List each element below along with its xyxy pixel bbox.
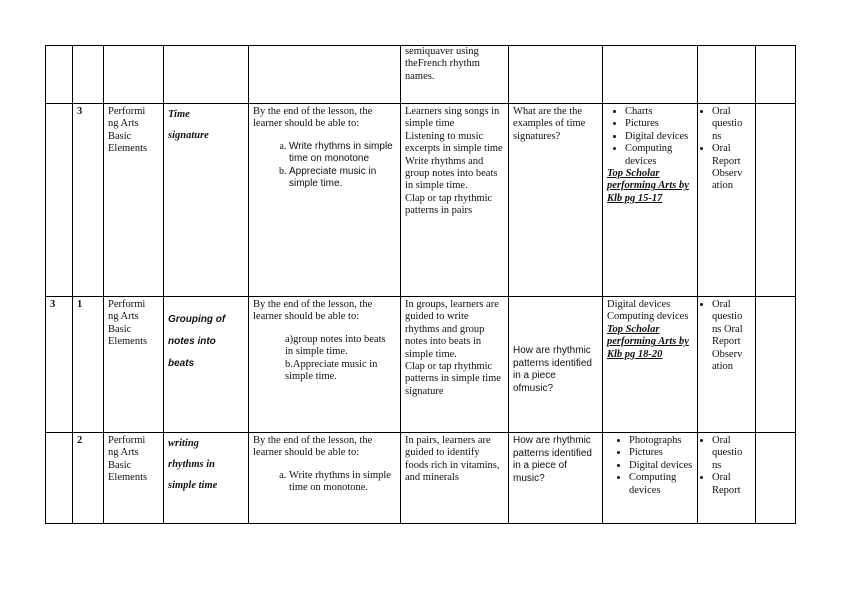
resource-item: • Digital devices: [629, 460, 693, 472]
assessment-item: • Oral Report Observ ation: [712, 143, 751, 193]
lesson-cell: 3: [73, 104, 104, 297]
table-row: [46, 297, 796, 433]
outcome-item: b. Appreciate music in simple time.: [289, 166, 396, 191]
table-row: [46, 46, 796, 104]
sub-strand-cell: writing rhythms in simple time: [164, 433, 249, 524]
resource-item: • Pictures: [629, 447, 693, 459]
outcome-item: a. Write rhythms in simple time on monotone: [289, 141, 396, 166]
resource-item: • Photographs: [629, 435, 693, 447]
table-row: [46, 104, 796, 297]
assessment-cell: [698, 433, 756, 524]
strand-cell: [104, 46, 164, 104]
resources-cell: [603, 46, 698, 104]
table-row: [46, 433, 796, 524]
outcomes-intro: By the end of the lesson, the learner should be able to:: [253, 435, 373, 459]
lesson-cell: 2: [73, 433, 104, 524]
assessment-item: • Oral questio ns: [712, 435, 751, 472]
resource-item: • Computing devices: [629, 472, 693, 497]
assessment-cell: [698, 104, 756, 297]
resource-item: • Charts: [625, 106, 693, 118]
strand-cell: Performi ng Arts Basic Elements: [104, 297, 164, 433]
week-cell: 3: [46, 297, 73, 433]
inquiry-cell: [509, 46, 603, 104]
strand-cell: Performi ng Arts Basic Elements: [104, 433, 164, 524]
activities-cell: In groups, learners are guided to write rhythms and group notes into beats in simple time. Clap or tap rhythmic patterns in simple time signature: [401, 297, 509, 433]
assessment-item: • Oral questio ns Oral Report Observ ation: [712, 299, 751, 373]
sub-strand-cell: [164, 46, 249, 104]
outcomes-cell: [249, 104, 401, 297]
remarks-cell: [756, 297, 796, 433]
resource-item: • Computing devices: [625, 143, 693, 168]
resources-cell: [603, 297, 698, 433]
outcomes-list: a)group notes into beats in simple time. b.Appreciate music in simple time.: [285, 333, 386, 383]
activities-cell: In pairs, learners are guided to identify foods rich in vitamins, and minerals: [401, 433, 509, 524]
remarks-cell: [756, 46, 796, 104]
assessment-cell: [698, 46, 756, 104]
reference-book: Top Scholar performing Arts by Klb pg 18-20: [607, 323, 689, 360]
outcomes-cell: [249, 433, 401, 524]
resources-list: Digital devices Computing devices: [607, 299, 689, 323]
inquiry-cell: What are the the examples of time signatures?: [509, 104, 603, 297]
inquiry-cell: How are rhythmic patterns identified in a piece of music?: [509, 433, 603, 524]
assessment-cell: [698, 297, 756, 433]
resource-item: • Digital devices: [625, 131, 693, 143]
strand-cell: Performi ng Arts Basic Elements: [104, 104, 164, 297]
resources-cell: [603, 433, 698, 524]
sub-strand-cell: Time signature: [164, 104, 249, 297]
activities-cell: semiquaver using theFrench rhythm names.: [401, 46, 509, 104]
assessment-item: • Oral Report: [712, 472, 751, 497]
week-cell: [46, 433, 73, 524]
outcomes-cell: [249, 46, 401, 104]
outcomes-intro: By the end of the lesson, the learner should be able to:: [253, 299, 373, 323]
inquiry-cell: How are rhythmic patterns identified in a piece ofmusic?: [509, 297, 603, 433]
assessment-item: • Oral questio ns: [712, 106, 751, 143]
lesson-cell: 1: [73, 297, 104, 433]
lesson-cell: [73, 46, 104, 104]
resource-item: • Pictures: [625, 118, 693, 130]
resources-cell: [603, 104, 698, 297]
remarks-cell: [756, 104, 796, 297]
week-cell: [46, 104, 73, 297]
outcome-item: a. Write rhythms in simple time on monotone.: [289, 470, 396, 495]
reference-book: Top Scholar performing Arts by Klb pg 15-17: [607, 168, 689, 204]
sub-strand-cell: Grouping of notes into beats: [164, 297, 249, 433]
activities-cell: Learners sing songs in simple time Listening to music excerpts in simple time Write rhythms and group notes into beats in simple time. Clap or tap rhythmic patterns in pairs: [401, 104, 509, 297]
week-cell: [46, 46, 73, 104]
outcomes-cell: [249, 297, 401, 433]
outcomes-intro: By the end of the lesson, the learner should be able to:: [253, 106, 373, 130]
remarks-cell: [756, 433, 796, 524]
scheme-of-work-table: [45, 45, 796, 524]
